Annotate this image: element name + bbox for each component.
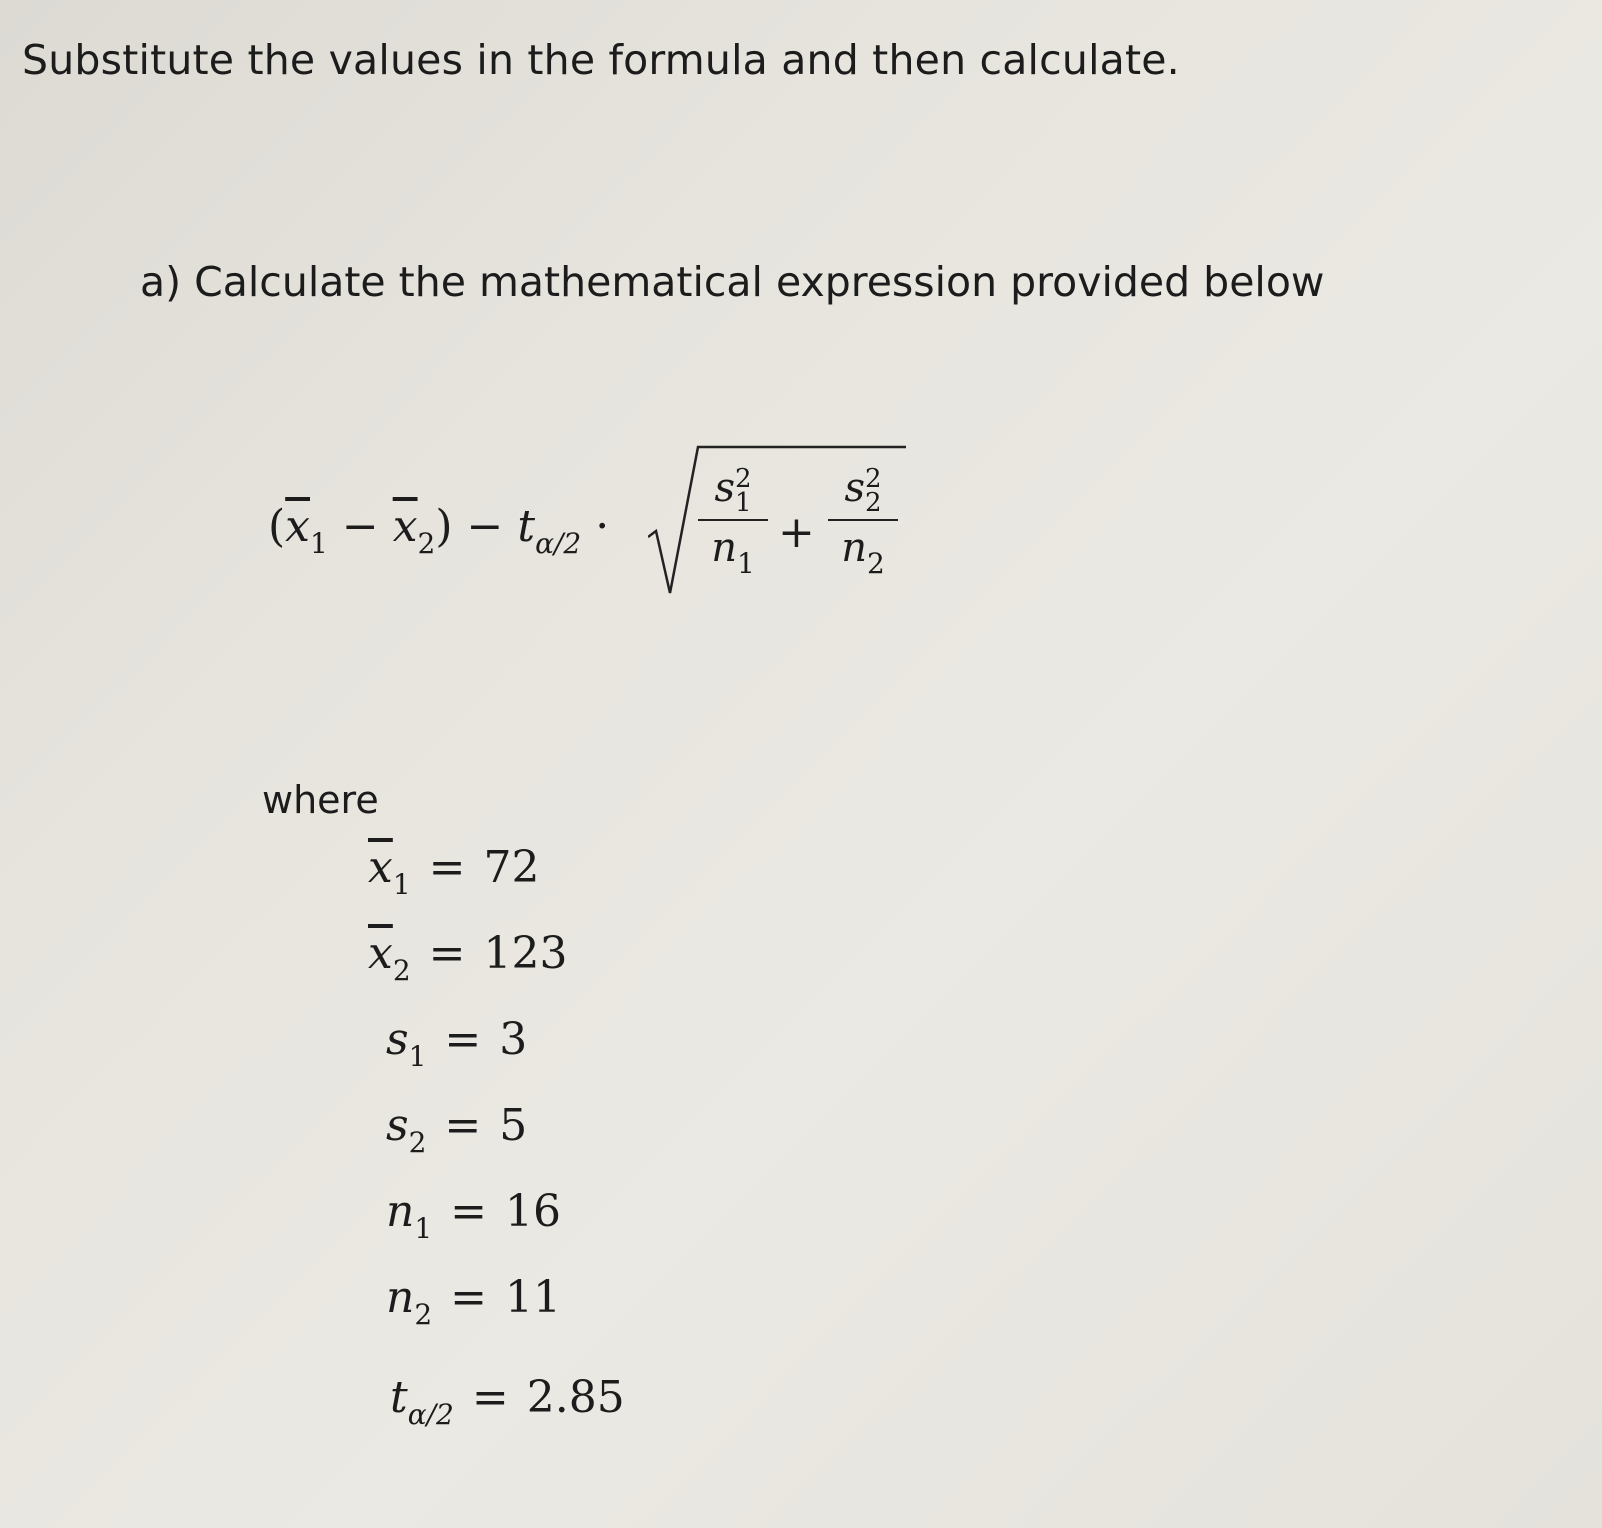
- given-value-row: [368, 842, 540, 901]
- confidence-interval-formula: [268, 445, 908, 605]
- variable-symbol: s: [386, 1100, 409, 1151]
- given-value-row: [386, 1100, 528, 1159]
- part-a-heading: a) Calculate the mathematical expression provided below: [140, 258, 1325, 306]
- variable-subscript: 1: [408, 1040, 427, 1073]
- variable-value: 16: [505, 1186, 562, 1237]
- equals-sign: =: [444, 1014, 482, 1065]
- multiply-dot: ·: [595, 501, 610, 552]
- variable-subscript: 2: [408, 1126, 427, 1159]
- where-label: where: [262, 778, 379, 822]
- variable-symbol: t: [390, 1372, 408, 1423]
- fraction-s2-over-n2: s2 2 $n_2$: [828, 465, 898, 571]
- variable-subscript: 1: [392, 868, 411, 901]
- instruction-text: Substitute the values in the formula and then calculate.: [22, 36, 1180, 84]
- equals-sign: =: [444, 1100, 482, 1151]
- variable-subscript: α/2: [407, 1398, 454, 1431]
- equals-sign: =: [450, 1186, 488, 1237]
- given-value-row: [368, 928, 568, 987]
- equals-sign: =: [450, 1272, 488, 1323]
- variable-value: 2.85: [526, 1372, 625, 1423]
- variable-symbol: n: [386, 1272, 415, 1323]
- variable-symbol: s: [386, 1014, 409, 1065]
- variable-subscript: 2: [414, 1298, 433, 1331]
- variable-subscript: 2: [392, 954, 411, 987]
- variable-symbol: $\overline{x}$: [368, 842, 393, 893]
- variable-subscript: 1: [414, 1212, 433, 1245]
- variable-value: 11: [505, 1272, 562, 1323]
- given-value-row: [386, 1186, 562, 1245]
- fraction-s1-over-n1: s2 1 $n_1$: [698, 465, 768, 571]
- given-value-row: [386, 1272, 562, 1331]
- equals-sign: =: [428, 842, 466, 893]
- variable-value: 72: [483, 842, 540, 893]
- variable-symbol: n: [386, 1186, 415, 1237]
- given-value-row: [390, 1372, 625, 1431]
- given-value-row: [386, 1014, 528, 1073]
- t-subscript: α/2: [535, 527, 582, 560]
- variable-value: 123: [483, 928, 568, 979]
- equals-sign: =: [428, 928, 466, 979]
- formula-left-part: $(\overline{x}_1 - \overline{x}_2) - t_{\alpha/2}$ ·: [268, 501, 610, 560]
- equals-sign: =: [471, 1372, 509, 1423]
- plus-sign: +: [778, 507, 815, 558]
- variable-symbol: $\overline{x}$: [368, 928, 393, 979]
- variable-value: 5: [499, 1100, 528, 1151]
- variable-value: 3: [499, 1014, 528, 1065]
